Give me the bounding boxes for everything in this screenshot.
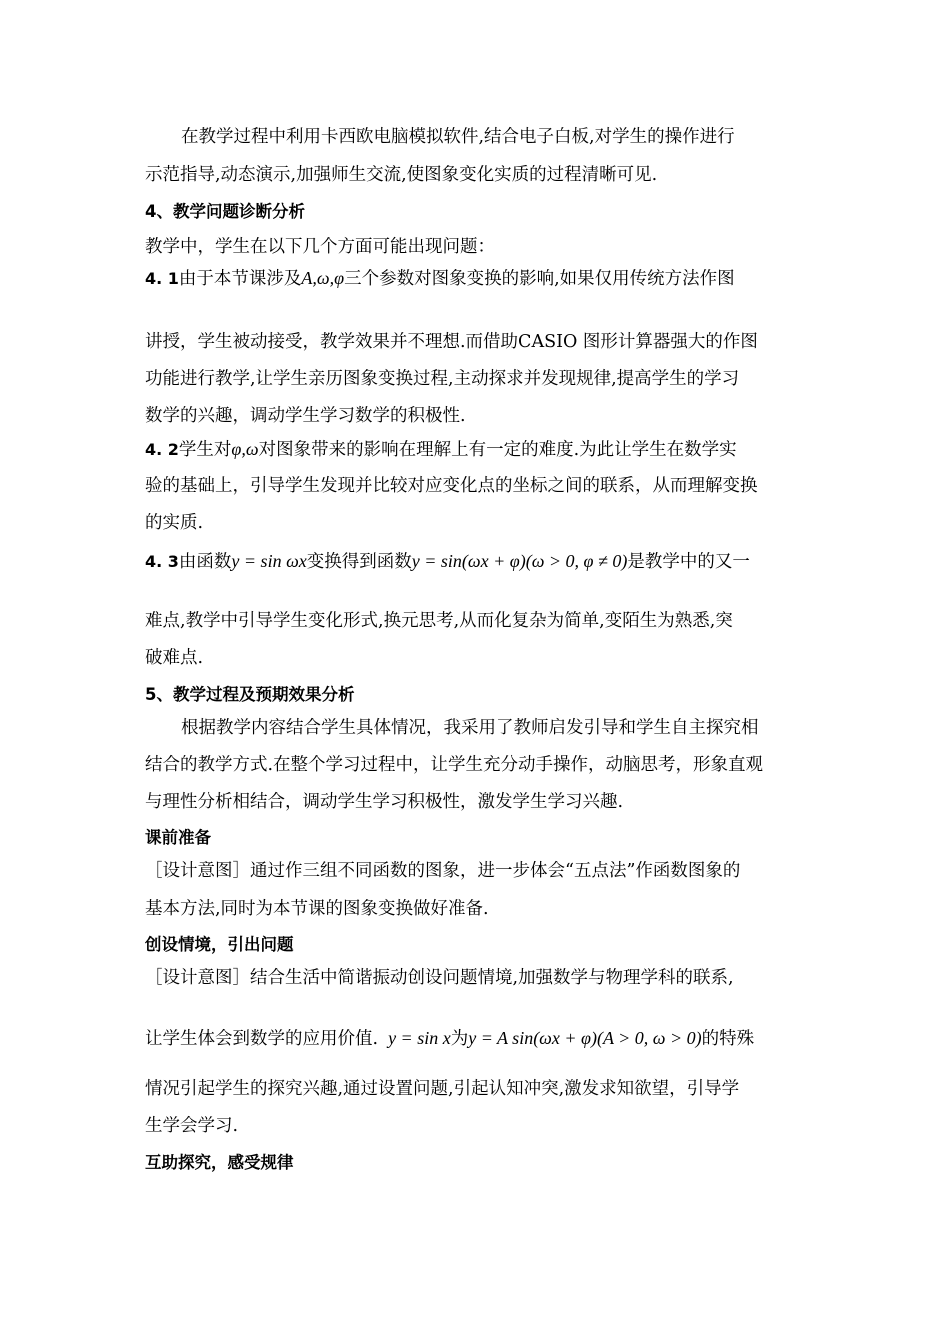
scene-text: 结合生活中简谐振动创设问题情境,加强数学与物理学科的联系, xyxy=(250,968,734,988)
section-4-intro: 教学中，学生在以下几个方面可能出现问题： xyxy=(145,237,495,257)
math-formula: y = A sin(ωx + φ)(A > 0, ω > 0) xyxy=(468,1028,702,1048)
item-4-2-line-1 xyxy=(145,437,737,462)
prep-line-2: 基本方法,同时为本节课的图象变换做好准备. xyxy=(145,899,489,919)
scene-text: 的特殊 xyxy=(701,1029,755,1049)
item-4-1-line-3: 功能进行教学,让学生亲历图象变换过程,主动探求并发现规律,提高学生的学习 xyxy=(145,369,740,389)
item-4-3-line-1 xyxy=(145,549,750,574)
design-intent-label: ［设计意图］ xyxy=(145,968,250,988)
scene-line-4: 生学会学习. xyxy=(145,1116,239,1136)
item-text: 由函数 xyxy=(178,552,232,572)
section-5-line-2: 结合的教学方式.在整个学习过程中，让学生充分动手操作，动脑思考，形象直观 xyxy=(145,755,764,775)
item-text: 是教学中的又一 xyxy=(627,552,750,572)
explore-heading: 互助探究，感受规律 xyxy=(145,1153,294,1172)
intro-line-2: 示范指导,动态演示,加强师生交流,使图象变化实质的过程清晰可见. xyxy=(145,165,658,185)
item-4-3-line-2: 难点,教学中引导学生变化形式,换元思考,从而化复杂为简单,变陌生为熟悉,突 xyxy=(145,611,733,631)
scene-line-3: 情况引起学生的探究兴趣,通过设置问题,引起认知冲突,激发求知欲望，引导学 xyxy=(145,1079,740,1099)
item-4-1-line-4: 数学的兴趣，调动学生学习数学的积极性. xyxy=(145,406,466,426)
math-formula: A,ω,φ xyxy=(301,268,345,288)
scene-text: 为 xyxy=(450,1029,469,1049)
item-number: 4. 3 xyxy=(145,552,179,571)
item-4-2-line-3: 的实质. xyxy=(145,513,204,533)
intro-line-1: 在教学过程中利用卡西欧电脑模拟软件,结合电子白板,对学生的操作进行 xyxy=(181,127,735,147)
scene-text: 让学生体会到数学的应用价值. xyxy=(145,1029,379,1049)
math-formula: y = sin(ωx + φ)(ω > 0, φ ≠ 0) xyxy=(411,551,628,571)
item-text: 学生对 xyxy=(178,440,232,460)
math-formula: y = sin ωx xyxy=(231,551,307,571)
section-4-heading: 4、教学问题诊断分析 xyxy=(145,202,305,221)
item-4-1-line-1 xyxy=(145,266,735,291)
section-5-line-1: 根据教学内容结合学生具体情况，我采用了教师启发引导和学生自主探究相 xyxy=(181,718,759,738)
scene-line-1 xyxy=(145,966,734,990)
scene-line-2 xyxy=(145,1026,754,1051)
section-5-heading: 5、教学过程及预期效果分析 xyxy=(145,685,355,704)
item-text: 变换得到函数 xyxy=(306,552,412,572)
item-text: 由于本节课涉及 xyxy=(178,269,302,289)
section-5-line-3: 与理性分析相结合，调动学生学习积极性，激发学生学习兴趣. xyxy=(145,792,624,812)
prep-line-1 xyxy=(145,859,740,883)
scene-heading: 创设情境，引出问题 xyxy=(145,935,294,954)
item-4-2-line-2: 验的基础上，引导学生发现并比较对应变化点的坐标之间的联系，从而理解变换 xyxy=(145,476,758,496)
design-intent-label: ［设计意图］ xyxy=(145,861,250,881)
math-formula: y = sin x xyxy=(388,1028,451,1048)
math-formula: φ,ω xyxy=(231,439,259,459)
item-number: 4. 1 xyxy=(145,269,179,288)
item-number: 4. 2 xyxy=(145,440,179,459)
item-text: 对图象带来的影响在理解上有一定的难度.为此让学生在数学实 xyxy=(258,440,737,460)
prep-heading: 课前准备 xyxy=(145,828,211,847)
item-4-3-line-3: 破难点. xyxy=(145,648,204,668)
prep-text: 通过作三组不同函数的图象，进一步体会“五点法”作函数图象的 xyxy=(250,861,741,881)
item-text: 三个参数对图象变换的影响,如果仅用传统方法作图 xyxy=(344,269,735,289)
item-4-1-line-2: 讲授，学生被动接受，教学效果并不理想.而借助CASIO 图形计算器强大的作图 xyxy=(145,332,758,352)
